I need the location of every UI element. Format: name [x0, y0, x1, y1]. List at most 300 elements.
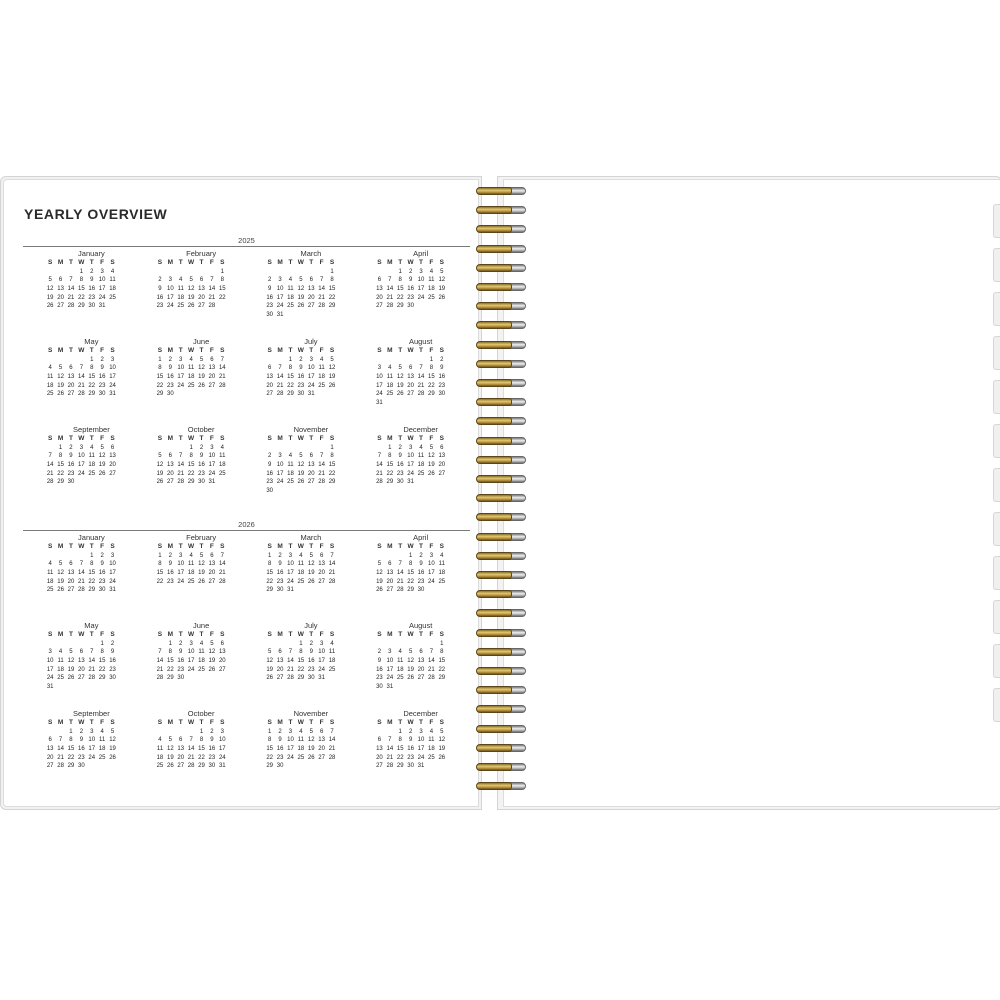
- weekday-header: S: [267, 435, 272, 442]
- day-cell: 2: [90, 268, 94, 275]
- weekday-header: W: [188, 347, 195, 354]
- day-blank: [76, 552, 86, 561]
- day-cell: 25: [428, 294, 435, 301]
- day-cell: 14: [276, 374, 284, 381]
- month-name: November: [293, 425, 329, 434]
- day-cell: 8: [388, 453, 392, 460]
- day-cell: 4: [179, 277, 183, 284]
- day-cell: 17: [109, 570, 116, 577]
- weekday-header: W: [407, 259, 414, 266]
- weekday-header: S: [267, 631, 272, 638]
- day-cell: 2: [69, 444, 73, 451]
- day-cell: 21: [46, 470, 54, 477]
- day-cell: 15: [428, 374, 435, 381]
- day-cell: 23: [376, 675, 383, 682]
- day-cell: 2: [179, 640, 183, 647]
- day-cell: 3: [210, 444, 214, 451]
- day-cell: 29: [266, 587, 274, 594]
- day-cell: 10: [376, 374, 383, 381]
- weekday-header: M: [167, 631, 174, 638]
- day-cell: 24: [428, 578, 435, 585]
- month-september: [45, 425, 138, 510]
- ring-gold: [476, 705, 512, 713]
- day-cell: 19: [307, 746, 315, 753]
- day-cell: 2: [210, 728, 214, 735]
- day-cell: 15: [198, 746, 205, 753]
- day-cell: 16: [376, 666, 383, 673]
- day-cell: 23: [407, 294, 414, 301]
- day-cell: 30: [407, 303, 414, 310]
- day-cell: 9: [440, 365, 444, 372]
- day-cell: 15: [266, 570, 274, 577]
- day-cell: 11: [417, 453, 425, 460]
- weekday-header: S: [110, 719, 115, 726]
- day-cell: 1: [189, 444, 193, 451]
- day-cell: 7: [158, 649, 162, 656]
- months-grid: [23, 531, 470, 794]
- day-cell: 12: [307, 561, 315, 568]
- day-cell: 18: [156, 754, 164, 761]
- day-cell: 25: [428, 754, 435, 761]
- month-october: [155, 709, 248, 794]
- day-cell: 4: [429, 728, 434, 735]
- day-cell: 3: [220, 728, 224, 735]
- day-cell: 25: [386, 391, 394, 398]
- day-cell: 11: [177, 286, 184, 293]
- tab-divider[interactable]: [993, 248, 1000, 282]
- tab-divider[interactable]: [993, 512, 1000, 546]
- weekday-header: T: [419, 259, 423, 266]
- day-blank: [55, 728, 65, 737]
- ring-gold: [476, 225, 512, 233]
- day-cell: 27: [78, 675, 85, 682]
- day-cell: 3: [278, 277, 282, 284]
- ring-gold: [476, 552, 512, 560]
- tab-divider[interactable]: [993, 688, 1000, 722]
- day-cell: 1: [299, 640, 303, 647]
- day-cell: 29: [438, 675, 446, 682]
- day-blank: [296, 444, 306, 453]
- day-cell: 12: [297, 462, 305, 469]
- weekday-header: T: [288, 631, 293, 638]
- day-blank: [45, 728, 55, 737]
- weekday-header: T: [68, 543, 73, 550]
- day-cell: 26: [307, 578, 315, 585]
- day-cell: 10: [166, 286, 174, 293]
- weekday-header: T: [288, 347, 293, 354]
- day-cell: 24: [208, 470, 216, 477]
- day-cell: 19: [109, 746, 116, 753]
- weekday-header: M: [277, 259, 283, 266]
- weekday-header: S: [329, 631, 335, 638]
- tab-divider[interactable]: [993, 468, 1000, 502]
- day-cell: 15: [438, 658, 446, 665]
- ring-gold: [476, 187, 512, 195]
- day-cell: 5: [377, 561, 382, 568]
- day-cell: 4: [288, 453, 293, 460]
- day-blank: [45, 444, 55, 453]
- day-cell: 23: [396, 470, 404, 477]
- weekday-header: M: [57, 347, 64, 354]
- day-cell: 26: [198, 578, 205, 585]
- day-cell: 27: [318, 578, 325, 585]
- weekday-header: S: [329, 259, 335, 266]
- day-cell: 3: [408, 444, 413, 451]
- spiral-ring: [474, 724, 526, 733]
- day-cell: 12: [46, 286, 54, 293]
- day-cell: 29: [156, 391, 164, 398]
- day-cell: 9: [309, 649, 313, 656]
- day-cell: 6: [179, 737, 183, 744]
- day-cell: 6: [268, 365, 272, 372]
- day-cell: 17: [88, 746, 96, 753]
- month-name: February: [186, 249, 217, 258]
- day-cell: 30: [438, 391, 446, 398]
- weekday-header: M: [167, 435, 174, 442]
- spiral-ring: [474, 282, 526, 291]
- day-cell: 11: [99, 737, 106, 744]
- day-cell: 5: [299, 453, 303, 460]
- day-cell: 3: [168, 277, 172, 284]
- day-cell: 25: [297, 754, 305, 761]
- day-cell: 12: [187, 286, 195, 293]
- day-cell: 24: [78, 470, 85, 477]
- day-cell: 17: [177, 570, 185, 577]
- day-cell: 15: [297, 658, 305, 665]
- day-cell: 12: [376, 570, 383, 577]
- weekday-header: W: [188, 631, 195, 638]
- day-cell: 2: [268, 277, 272, 284]
- day-cell: 2: [408, 728, 413, 735]
- day-cell: 28: [318, 303, 325, 310]
- day-cell: 9: [408, 737, 413, 744]
- weekday-header: W: [297, 259, 304, 266]
- weekday-header: F: [209, 435, 214, 442]
- day-cell: 31: [46, 684, 54, 691]
- day-cell: 21: [287, 666, 294, 673]
- day-cell: 17: [386, 666, 394, 673]
- day-cell: 22: [88, 578, 96, 585]
- day-cell: 26: [407, 675, 414, 682]
- day-cell: 8: [299, 649, 303, 656]
- day-cell: 7: [398, 561, 402, 568]
- day-cell: 19: [198, 374, 205, 381]
- tab-divider[interactable]: [993, 336, 1000, 370]
- day-cell: 5: [48, 277, 52, 284]
- day-cell: 26: [198, 382, 205, 389]
- day-cell: 11: [297, 737, 304, 744]
- day-cell: 20: [67, 578, 75, 585]
- weekday-header: T: [89, 719, 94, 726]
- day-cell: 24: [417, 294, 425, 301]
- weekday-header: T: [199, 719, 204, 726]
- day-cell: 5: [299, 277, 303, 284]
- day-cell: 19: [376, 578, 383, 585]
- day-cell: 26: [307, 754, 315, 761]
- day-cell: 6: [278, 649, 282, 656]
- day-cell: 14: [328, 561, 336, 568]
- weekday-header: W: [78, 631, 85, 638]
- day-cell: 26: [156, 479, 164, 486]
- day-cell: 2: [158, 277, 162, 284]
- day-cell: 15: [386, 462, 394, 469]
- day-cell: 14: [187, 746, 195, 753]
- weekday-header: S: [157, 347, 163, 354]
- day-cell: 12: [307, 737, 315, 744]
- day-cell: 10: [208, 453, 216, 460]
- day-cell: 29: [297, 675, 305, 682]
- day-cell: 17: [98, 286, 106, 293]
- day-blank: [55, 356, 65, 365]
- weekday-header: F: [319, 631, 324, 638]
- day-cell: 9: [278, 561, 282, 568]
- day-cell: 22: [156, 578, 164, 585]
- tab-divider[interactable]: [993, 424, 1000, 458]
- day-cell: 10: [386, 658, 394, 665]
- month-march: [265, 533, 358, 618]
- weekday-header: T: [398, 259, 403, 266]
- day-cell: 22: [386, 470, 394, 477]
- ring-gold: [476, 513, 512, 521]
- day-cell: 8: [408, 561, 413, 568]
- spiral-ring: [474, 359, 526, 368]
- month-name: March: [300, 533, 322, 542]
- ring-gold: [476, 206, 512, 214]
- day-cell: 3: [189, 640, 193, 647]
- day-cell: 31: [109, 587, 116, 594]
- day-cell: 20: [67, 382, 75, 389]
- day-cell: 30: [276, 587, 284, 594]
- weekday-header: S: [220, 631, 225, 638]
- month-october: [155, 425, 248, 510]
- day-cell: 9: [268, 462, 272, 469]
- ring-gold: [476, 648, 512, 656]
- day-blank: [155, 640, 165, 649]
- weekday-header: S: [377, 259, 382, 266]
- weekday-header: T: [68, 259, 73, 266]
- weekday-header: S: [377, 435, 382, 442]
- day-grid: [45, 435, 138, 487]
- day-cell: 21: [78, 578, 85, 585]
- day-cell: 24: [287, 754, 294, 761]
- weekday-header: T: [199, 347, 204, 354]
- day-cell: 15: [266, 746, 274, 753]
- weekday-header: M: [57, 435, 64, 442]
- day-cell: 17: [187, 658, 195, 665]
- month-may: [45, 621, 138, 706]
- day-cell: 21: [428, 666, 435, 673]
- weekday-header: W: [297, 435, 304, 442]
- day-cell: 7: [330, 552, 334, 559]
- day-cell: 11: [297, 561, 304, 568]
- day-cell: 5: [58, 561, 63, 568]
- day-cell: 27: [407, 391, 414, 398]
- day-cell: 4: [48, 365, 52, 372]
- day-cell: 13: [318, 561, 325, 568]
- tab-divider[interactable]: [993, 556, 1000, 590]
- day-cell: 26: [266, 675, 274, 682]
- weekday-header: S: [377, 631, 382, 638]
- day-cell: 6: [69, 561, 73, 568]
- weekday-header: S: [377, 543, 382, 550]
- day-cell: 7: [319, 277, 324, 284]
- day-cell: 28: [156, 675, 164, 682]
- month-july: [265, 337, 358, 422]
- day-cell: 12: [57, 374, 64, 381]
- spiral-ring: [474, 493, 526, 502]
- weekday-header: F: [429, 543, 434, 550]
- month-january: [45, 249, 138, 334]
- day-cell: 14: [177, 462, 185, 469]
- day-cell: 25: [218, 470, 226, 477]
- day-cell: 19: [438, 746, 446, 753]
- spiral-ring: [474, 589, 526, 598]
- weekday-header: S: [220, 347, 225, 354]
- day-cell: 24: [88, 754, 96, 761]
- weekday-header: M: [167, 259, 174, 266]
- day-cell: 21: [328, 746, 336, 753]
- day-cell: 24: [98, 294, 106, 301]
- day-cell: 16: [166, 570, 174, 577]
- day-cell: 24: [318, 666, 325, 673]
- day-cell: 31: [287, 587, 294, 594]
- day-blank: [155, 268, 165, 277]
- day-cell: 12: [109, 737, 116, 744]
- tab-divider[interactable]: [993, 292, 1000, 326]
- weekday-header: W: [78, 259, 85, 266]
- spiral-ring: [474, 340, 526, 349]
- weekday-header: M: [57, 631, 64, 638]
- day-grid: [374, 435, 467, 487]
- day-cell: 24: [177, 578, 185, 585]
- day-cell: 6: [319, 728, 324, 735]
- tab-divider[interactable]: [993, 644, 1000, 678]
- day-cell: 31: [407, 479, 414, 486]
- day-cell: 22: [428, 382, 435, 389]
- day-cell: 5: [309, 552, 313, 559]
- day-cell: 28: [177, 479, 185, 486]
- day-cell: 14: [88, 658, 96, 665]
- day-cell: 19: [438, 286, 446, 293]
- day-cell: 30: [78, 763, 85, 770]
- month-december: [374, 709, 467, 794]
- day-blank: [45, 552, 55, 561]
- weekday-header: S: [220, 435, 225, 442]
- spiral-ring: [474, 512, 526, 521]
- day-cell: 15: [218, 286, 226, 293]
- day-cell: 4: [330, 640, 334, 647]
- ring-gold: [476, 629, 512, 637]
- day-cell: 26: [328, 382, 336, 389]
- weekday-header: M: [387, 259, 393, 266]
- day-cell: 27: [109, 470, 116, 477]
- day-cell: 11: [287, 462, 294, 469]
- day-cell: 4: [388, 365, 392, 372]
- day-cell: 19: [57, 578, 64, 585]
- day-cell: 6: [210, 356, 214, 363]
- day-cell: 12: [67, 658, 75, 665]
- day-cell: 2: [168, 552, 172, 559]
- day-cell: 22: [407, 578, 414, 585]
- weekday-header: T: [419, 719, 423, 726]
- day-cell: 4: [299, 728, 303, 735]
- day-cell: 25: [328, 666, 336, 673]
- weekday-header: T: [178, 347, 183, 354]
- day-cell: 29: [328, 303, 336, 310]
- day-cell: 15: [57, 462, 64, 469]
- day-cell: 1: [100, 640, 104, 647]
- day-cell: 2: [299, 356, 303, 363]
- tab-divider[interactable]: [993, 600, 1000, 634]
- day-cell: 27: [438, 470, 446, 477]
- day-cell: 30: [208, 763, 216, 770]
- day-cell: 20: [318, 746, 325, 753]
- day-cell: 17: [417, 286, 425, 293]
- day-cell: 22: [57, 470, 64, 477]
- tab-divider[interactable]: [993, 380, 1000, 414]
- day-cell: 16: [67, 462, 75, 469]
- day-cell: 7: [179, 453, 183, 460]
- day-cell: 22: [98, 666, 106, 673]
- day-cell: 21: [187, 754, 195, 761]
- month-march: [265, 249, 358, 334]
- day-cell: 21: [88, 666, 96, 673]
- tab-divider[interactable]: [993, 204, 1000, 238]
- day-cell: 15: [156, 374, 164, 381]
- day-cell: 8: [220, 277, 224, 284]
- weekday-header: W: [78, 719, 85, 726]
- day-cell: 17: [276, 294, 284, 301]
- day-cell: 5: [199, 552, 204, 559]
- spiral-binding: [474, 186, 526, 806]
- month-april: [374, 533, 467, 618]
- day-grid: [45, 259, 138, 311]
- day-blank: [207, 268, 217, 277]
- day-cell: 9: [179, 649, 183, 656]
- day-cell: 30: [266, 488, 274, 495]
- day-cell: 17: [307, 374, 315, 381]
- weekday-header: T: [398, 435, 403, 442]
- day-cell: 13: [78, 658, 85, 665]
- weekday-header: S: [48, 543, 53, 550]
- day-cell: 22: [266, 578, 274, 585]
- day-cell: 11: [47, 570, 54, 577]
- day-cell: 7: [419, 365, 423, 372]
- day-cell: 21: [218, 570, 226, 577]
- spiral-ring: [474, 570, 526, 579]
- day-grid: [45, 631, 138, 692]
- day-cell: 11: [88, 453, 95, 460]
- day-cell: 3: [110, 552, 115, 559]
- weekday-header: F: [100, 719, 105, 726]
- day-blank: [285, 444, 295, 453]
- day-cell: 24: [46, 675, 54, 682]
- day-cell: 10: [88, 737, 96, 744]
- day-cell: 19: [98, 462, 106, 469]
- day-cell: 3: [79, 444, 84, 451]
- weekday-header: T: [288, 259, 293, 266]
- day-cell: 5: [398, 365, 402, 372]
- day-cell: 8: [90, 561, 94, 568]
- day-cell: 13: [417, 658, 425, 665]
- day-cell: 1: [90, 552, 94, 559]
- day-cell: 20: [307, 294, 315, 301]
- day-cell: 28: [428, 675, 435, 682]
- day-cell: 15: [156, 570, 164, 577]
- day-cell: 19: [307, 570, 315, 577]
- weekday-header: T: [309, 435, 314, 442]
- day-cell: 30: [396, 479, 404, 486]
